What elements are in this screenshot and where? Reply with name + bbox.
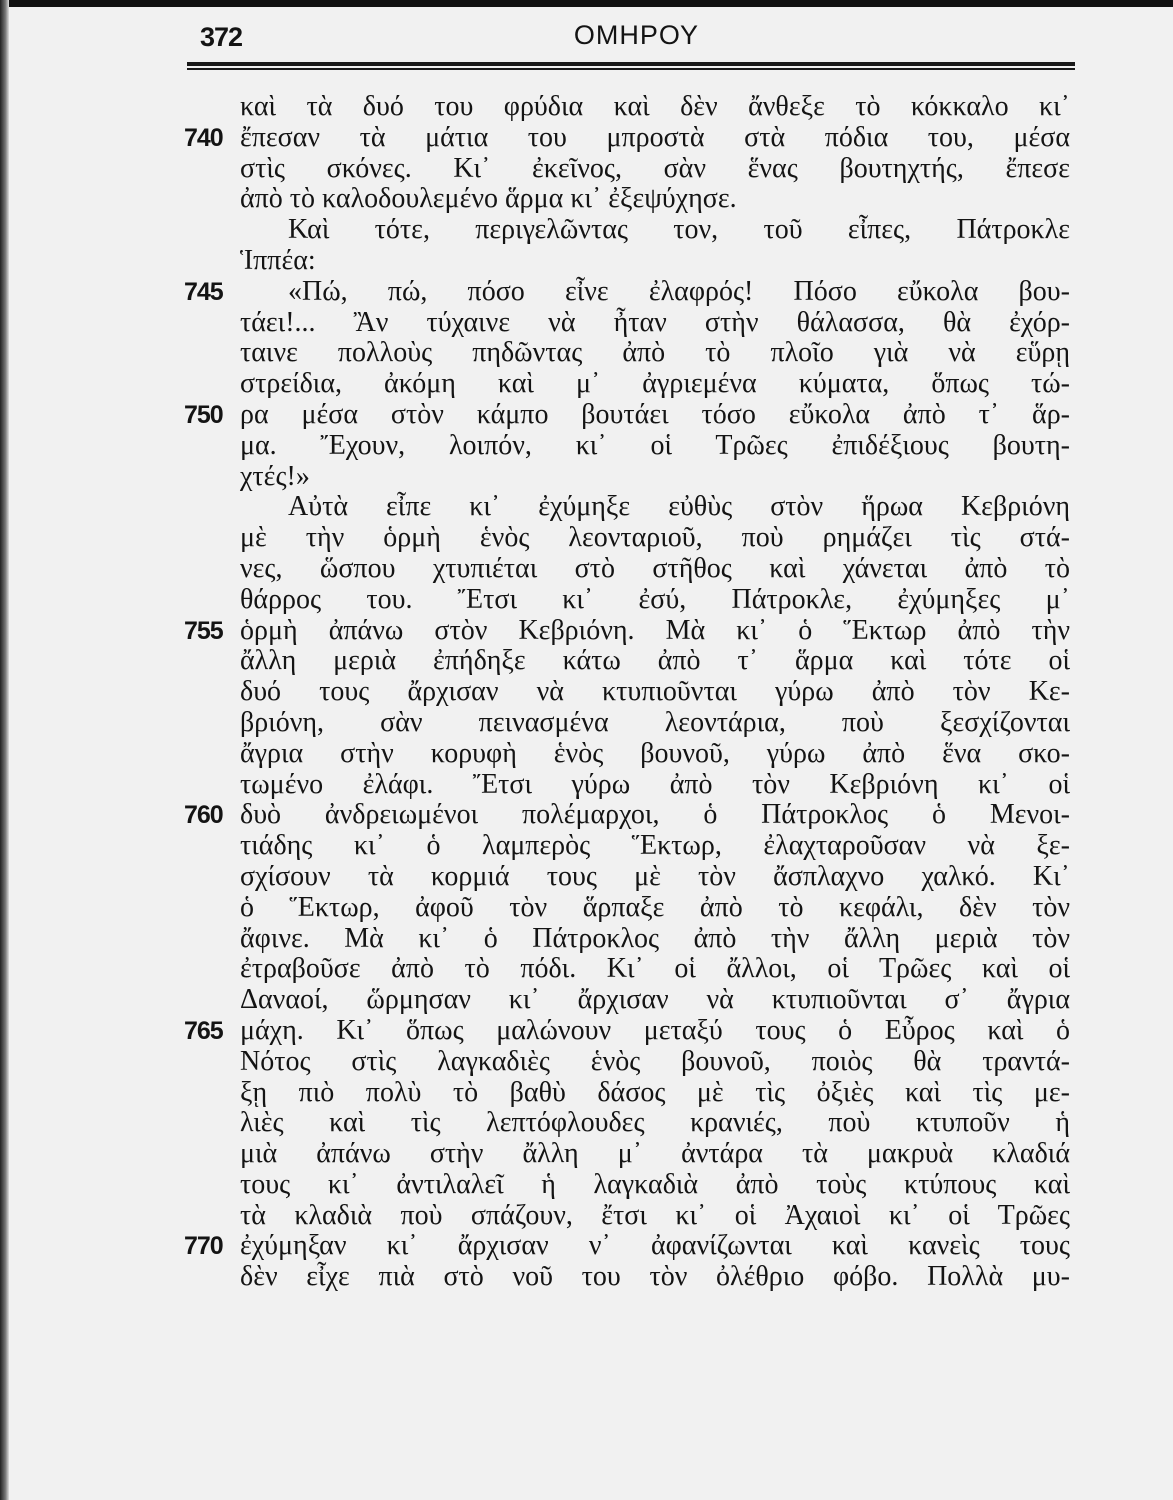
line-text: ἐτραβοῦσε ἀπὸ τὸ πόδι. Κι᾽ οἱ ἄλλοι, οἱ Τρῶες καὶ οἱ <box>240 953 1070 985</box>
line-text: ἐχύμηξαν κι᾽ ἄρχισαν ν᾽ ἀφανίζωνται καὶ κανεὶς τους <box>240 1230 1070 1262</box>
text-line <box>240 184 1070 215</box>
line-text: Νότος στὶς λαγκαδιὲς ἑνὸς βουνοῦ, ποιὸς θὰ τραντά- <box>240 1045 1070 1077</box>
text-line <box>240 985 1070 1016</box>
verse-line-number: 750 <box>184 400 223 429</box>
verse-line-number: 755 <box>184 616 223 645</box>
text-line <box>240 770 1070 801</box>
running-title: ΟΜΗΡΟΥ <box>573 20 700 50</box>
text-line <box>240 924 1070 955</box>
line-text: δυό τους ἄρχισαν νὰ κτυπιοῦνται γύρω ἀπὸ τὸν Κε- <box>240 676 1070 708</box>
line-text: τωμένο ἐλάφι. Ἔτσι γύρω ἀπὸ τὸν Κεβριόνη κι᾽ οἱ <box>240 768 1070 800</box>
text-line <box>240 708 1070 739</box>
header-rule-thin <box>187 68 1075 70</box>
verse-line-number: 745 <box>184 277 223 306</box>
line-text: ταινε πολλοὺς πηδῶντας ἀπὸ τὸ πλοῖο γιὰ νὰ εὕρῃ <box>240 337 1070 369</box>
line-text: Ἱππέα: <box>240 244 316 276</box>
line-text: τὰ κλαδιὰ ποὺ σπάζουν, ἔτσι κι᾽ οἱ Ἀχαιοὶ κι᾽ οἱ Τρῶες <box>240 1199 1070 1231</box>
line-text: ξῃ πιὸ πολὺ τὸ βαθὺ δάσος μὲ τὶς ὀξιὲς καὶ τὶς με- <box>240 1076 1070 1108</box>
text-line <box>240 893 1070 924</box>
line-text: στρείδια, ἀκόμη καὶ μ᾽ ἀγριεμένα κύματα, ὅπως τώ- <box>240 368 1070 400</box>
line-text: μὲ τὴν ὁρμὴ ἑνὸς λεονταριοῦ, ποὺ ρημάζει τὶς στά- <box>240 522 1070 554</box>
line-text: σχίσουν τὰ κορμιά τους μὲ τὸν ἄσπλαχνο χαλκό. Κι᾽ <box>240 860 1070 892</box>
verse-line-number: 770 <box>184 1232 223 1261</box>
verse-line-number: 740 <box>184 123 223 152</box>
line-text: ἔπεσαν τὰ μάτια του μπροστὰ στὰ πόδια του, μέσα <box>240 121 1070 153</box>
line-text: Καὶ τότε, περιγελῶντας τον, τοῦ εἶπες, Πάτροκλε <box>288 214 1070 246</box>
text-line <box>240 1262 1070 1293</box>
line-text: τους κι᾽ ἀντιλαλεῖ ἡ λαγκαδιὰ ἀπὸ τοὺς κτύπους καὶ <box>240 1168 1070 1200</box>
book-page-edge <box>0 0 9 1500</box>
line-text: ἀπὸ τὸ καλοδουλεμένο ἅρμα κι᾽ ἐξεψύχησε. <box>240 183 737 215</box>
text-line <box>240 1108 1070 1139</box>
text-line <box>240 462 1070 493</box>
text-line <box>240 1170 1070 1201</box>
line-text: ἄγρια στὴν κορυφὴ ἑνὸς βουνοῦ, γύρω ἀπὸ ἕνα σκο- <box>240 737 1070 769</box>
text-line <box>240 1139 1070 1170</box>
text-line <box>184 275 1070 308</box>
text-line <box>240 523 1070 554</box>
line-text: λιὲς καὶ τὶς λεπτόφλουδες κρανιές, ποὺ κτυποῦν ἡ <box>240 1107 1070 1139</box>
text-line <box>240 308 1070 339</box>
line-text: μα. Ἔχουν, λοιπόν, κι᾽ οἱ Τρῶες ἐπιδέξιους βουτη- <box>240 429 1070 461</box>
text-line <box>240 1047 1070 1078</box>
line-text: βριόνη, σὰν πεινασμένα λεοντάρια, ποὺ ξεσχίζονται <box>240 706 1070 738</box>
text-line <box>240 862 1070 893</box>
text-line <box>184 614 1070 647</box>
line-text: μάχη. Κι᾽ ὅπως μαλώνουν μεταξύ τους ὁ Εὖρος καὶ ὁ <box>240 1014 1070 1046</box>
text-line <box>240 154 1070 185</box>
text-line <box>240 431 1070 462</box>
line-text: Αὐτὰ εἶπε κι᾽ ἐχύμηξε εὐθὺς στὸν ἥρωα Κεβριόνη <box>288 491 1070 523</box>
text-line <box>240 246 1070 277</box>
line-text: καὶ τὰ δυό του φρύδια καὶ δὲν ἄνθεξε τὸ κόκκαλο κι᾽ <box>240 91 1070 122</box>
text-line <box>240 831 1070 862</box>
verse-line-number: 760 <box>184 801 223 830</box>
line-text: στὶς σκόνες. Κι᾽ ἐκεῖνος, σὰν ἕνας βουτηχτής, ἔπεσε <box>240 152 1070 184</box>
text-line <box>240 1078 1070 1109</box>
text-line <box>184 1014 1070 1047</box>
text-line <box>184 1230 1070 1262</box>
text-line <box>240 92 1070 123</box>
text-line <box>240 646 1070 677</box>
line-text: ὁρμὴ ἀπάνω στὸν Κεβριόνη. Μὰ κι᾽ ὁ Ἕκτωρ ἀπὸ τὴν <box>240 614 1070 646</box>
line-text: τάει!... Ἂν τύχαινε νὰ ἦταν στὴν θάλασσα, θὰ ἐχόρ- <box>240 306 1070 338</box>
line-text: δυὸ ἀνδρειωμένοι πολέμαρχοι, ὁ Πάτροκλος ὁ Μενοι- <box>240 799 1070 831</box>
text-line <box>184 799 1070 831</box>
text-line <box>240 585 1070 616</box>
line-text: ἄφινε. Μὰ κι᾽ ὁ Πάτροκλος ἀπὸ τὴν ἄλλη μεριὰ τὸν <box>240 922 1070 954</box>
line-text: ρα μέσα στὸν κάμπο βουτάει τόσο εὔκολα ἀπὸ τ᾽ ἅρ- <box>240 398 1070 430</box>
text-line <box>240 1201 1070 1232</box>
line-text: ἄλλη μεριὰ ἐπήδηξε κάτω ἀπὸ τ᾽ ἅρμα καὶ τότε οἱ <box>240 645 1070 677</box>
line-text: θάρρος του. Ἔτσι κι᾽ ἐσύ, Πάτροκλε, ἐχύμηξες μ᾽ <box>240 583 1070 615</box>
body-text <box>184 91 1070 1293</box>
text-line <box>184 121 1070 154</box>
text-line <box>240 677 1070 708</box>
text-line <box>240 369 1070 400</box>
line-text: τιάδης κι᾽ ὁ λαμπερὸς Ἕκτωρ, ἐλαχταροῦσαν νὰ ξε- <box>240 830 1070 862</box>
line-text: ὁ Ἕκτωρ, ἀφοῦ τὸν ἅρπαξε ἀπὸ τὸ κεφάλι, δὲν τὸν <box>240 891 1070 923</box>
verse-line-number: 765 <box>184 1016 223 1045</box>
scan-top-edge <box>0 0 1173 7</box>
text-line <box>240 554 1070 585</box>
text-line <box>240 215 1070 246</box>
line-text: «Πώ, πώ, πόσο εἶνε ἐλαφρός! Πόσο εὔκολα βου- <box>288 275 1070 307</box>
header-rule <box>187 62 1075 66</box>
text-line <box>240 338 1070 369</box>
line-text: χτές!» <box>240 460 310 492</box>
text-line <box>240 492 1070 523</box>
text-line <box>240 739 1070 770</box>
line-text: Δαναοί, ὥρμησαν κι᾽ ἄρχισαν νὰ κτυπιοῦνται σ᾽ ἄγρια <box>240 984 1070 1016</box>
line-text: δὲν εἶχε πιὰ στὸ νοῦ του τὸν ὀλέθριο φόβο. Πολλὰ μυ- <box>240 1261 1070 1293</box>
text-line <box>240 954 1070 985</box>
line-text: μιὰ ἀπάνω στὴν ἄλλη μ᾽ ἀντάρα τὰ μακρυὰ κλαδιά <box>240 1138 1070 1170</box>
line-text: νες, ὥσπου χτυπιέται στὸ στῆθος καὶ χάνεται ἀπὸ τὸ <box>240 552 1070 584</box>
text-line <box>184 398 1070 431</box>
page-number: 372 <box>200 22 243 52</box>
